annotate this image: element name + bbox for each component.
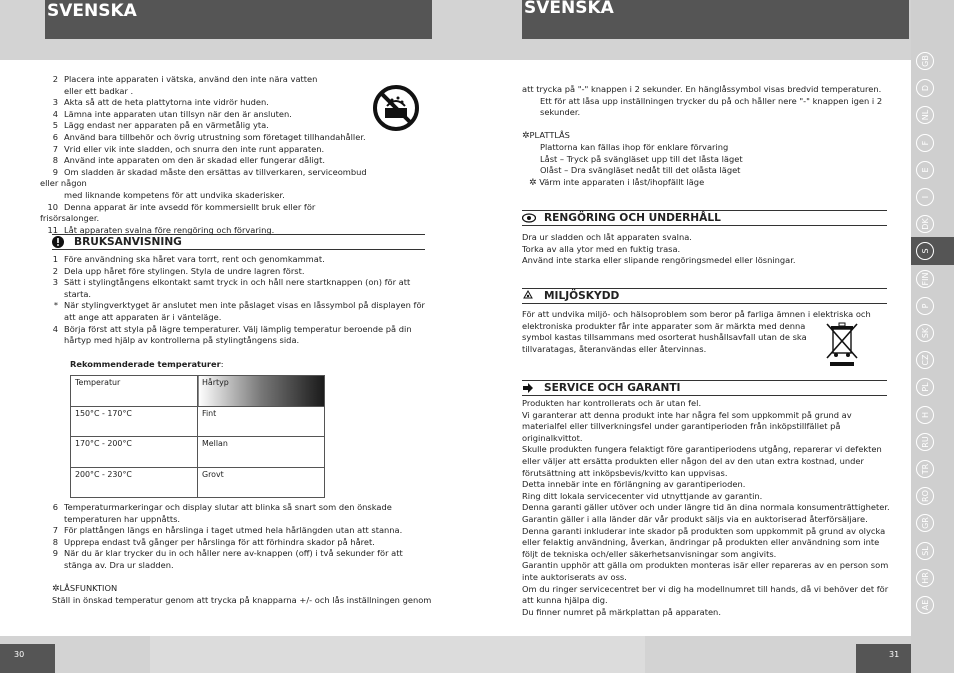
text-line: tillvaratagas, återanvändas eller återvinnas. xyxy=(522,343,707,354)
item-text: Temperaturmarkeringar och display slutar att blinka så snart som den önskade xyxy=(64,502,392,512)
text-line: För att undvika miljö- och hälsoproblem som beror på farliga ämnen i elektriska och xyxy=(522,309,871,319)
gear-icon: ✲ xyxy=(52,584,60,594)
text-line: att kunna hjälpa dig. xyxy=(522,595,608,606)
item-number: 9 xyxy=(52,166,58,177)
plate-lock-title xyxy=(522,130,570,143)
list-item xyxy=(40,266,430,278)
item-text: Lämna inte apparaten utan tillsyn när den är ansluten. xyxy=(64,108,292,119)
item-text: Akta så att de heta plattytorna inte vidrör huden. xyxy=(64,97,269,108)
plate-lock-title-text: PLATTLÅS xyxy=(529,130,570,140)
list-item xyxy=(40,312,430,324)
list-item xyxy=(40,277,430,289)
list-item xyxy=(40,300,430,312)
text-line: följt de tekniska och/eller säkerhetsanvisningar som angivits. xyxy=(522,548,777,559)
list-item xyxy=(40,525,430,537)
text-line: Garantin gäller i alla länder där vår produkt säljs via en auktoriserad återförsäljare. xyxy=(522,513,868,524)
table-row xyxy=(71,406,325,437)
list-item xyxy=(40,109,370,121)
text-line: Ett för att låsa upp inställningen trycker du på och håller nere "-" knappen igen i 2 xyxy=(540,95,883,106)
temps-title-text: Rekommenderade temperaturer xyxy=(70,359,221,369)
language-tab-i[interactable]: I xyxy=(916,188,934,206)
language-sidebar xyxy=(911,0,954,673)
language-tab-p[interactable]: P xyxy=(916,297,934,315)
text-line: Denna garanti gäller utöver och under längre tid än dina normala konsumenträttigheter. xyxy=(522,502,890,513)
language-tab-ro[interactable]: RO xyxy=(916,487,934,505)
text-line: originalkvittot. xyxy=(522,432,583,443)
language-tab-nl[interactable]: NL xyxy=(916,106,934,124)
language-tab-gb[interactable]: GB xyxy=(916,52,934,70)
item-number: 5 xyxy=(52,120,58,131)
list-item xyxy=(40,514,430,526)
item-number: 3 xyxy=(52,277,58,288)
item-number: * xyxy=(53,300,58,311)
plate-lock-note xyxy=(529,177,704,190)
lock-continued xyxy=(522,84,911,119)
header-title: SVENSKA xyxy=(47,1,137,21)
item-number: 4 xyxy=(52,108,58,119)
temps-title-colon: : xyxy=(220,359,224,369)
item-number: 9 xyxy=(52,548,58,559)
language-tab-pl[interactable]: PL xyxy=(916,378,934,396)
list-item xyxy=(40,120,370,132)
table-cell: 170°C - 200°C xyxy=(71,437,198,468)
text-line: elektroniska produkter får inte apparater som är märkta med denna xyxy=(522,320,806,331)
section-usage xyxy=(52,234,425,250)
lock-title xyxy=(52,583,117,596)
list-item xyxy=(40,560,430,572)
item-number: 1 xyxy=(52,254,58,264)
text-line: Produkten har kontrollerats och är utan fel. xyxy=(522,398,702,408)
list-item xyxy=(40,190,370,202)
item-text: eller ett badkar . xyxy=(64,85,134,96)
text-line: eller väljer att ersätta produkten eller någon del av den utan extra kostnad, under xyxy=(522,455,864,466)
language-tab-h[interactable]: H xyxy=(916,406,934,424)
table-row xyxy=(71,467,325,498)
service-title: SERVICE OCH GARANTI xyxy=(544,382,681,394)
item-number: 2 xyxy=(52,265,58,276)
item-text: När du är klar trycker du in och håller nere av-knappen (off) i två sekunder för att xyxy=(64,548,403,559)
language-tab-sl[interactable]: SL xyxy=(916,542,934,560)
text-line: inte auktoriserats av oss. xyxy=(522,571,627,582)
item-text: att ange att apparaten är i vänteläge. xyxy=(64,311,222,322)
language-tab-ru[interactable]: RU xyxy=(916,433,934,451)
language-tab-d[interactable]: D xyxy=(916,79,934,97)
safety-list xyxy=(40,74,370,236)
text-line: symbol kastas tillsammans med osorterat hushållsavfall utan de ska xyxy=(522,332,807,343)
item-number: 8 xyxy=(52,155,58,166)
service-lines xyxy=(522,398,911,618)
language-tab-dk[interactable]: DK xyxy=(916,215,934,233)
item-text: Lägg endast ner apparaten på en värmetålig yta. xyxy=(64,120,269,131)
plate-lock-note-text: Värm inte apparaten i låst/ihopfällt läge xyxy=(539,177,705,187)
item-text: Sätt i stylingtångens elkontakt samt tryck in och håll nere startknappen (on) för att xyxy=(64,277,411,288)
item-text: temperaturen har uppnåtts. xyxy=(64,513,181,524)
table-header-cell: Hårtyp xyxy=(198,376,325,407)
item-text: Börja först att styla på lägre temperaturer. Välj lämplig temperatur beroende på din xyxy=(64,323,412,334)
text-line: Denna garanti inkluderar inte skador på produkten som uppkommit på grund av olycka xyxy=(522,525,886,536)
item-number: 7 xyxy=(52,525,58,536)
item-number: 6 xyxy=(52,131,58,142)
lock-text: Ställ in önskad temperatur genom att trycka på knapparna +/- och lås inställningen genom xyxy=(52,595,432,605)
text-line: Om du ringer servicecentret ber vi dig ha modellnumret till hands, då vi behöver det för xyxy=(522,583,889,594)
text-line: Olåst – Dra svängläset nedåt till det olåsta läget xyxy=(540,165,741,176)
item-text: Vrid eller vik inte sladden, och snurra den inte runt apparaten. xyxy=(64,143,325,154)
table-cell: 200°C - 230°C xyxy=(71,467,198,498)
section-cleaning xyxy=(522,210,887,226)
language-tab-tr[interactable]: TR xyxy=(916,460,934,478)
bottom-panel xyxy=(150,636,477,673)
item-text: hårtyp med hjälp av kontrollerna på stylingtångens sida. xyxy=(64,335,300,346)
lock-title-text: LÅSFUNKTION xyxy=(59,583,118,593)
text-line: eller felaktig användning, åverkan, ändringar på produkten eller användning som inte xyxy=(522,537,880,548)
table-header-row xyxy=(71,376,325,407)
language-tab-hr[interactable]: HR xyxy=(916,569,934,587)
item-number: 2 xyxy=(52,74,58,84)
item-text: starta. xyxy=(64,288,92,299)
list-item xyxy=(40,254,430,266)
list-item xyxy=(40,502,430,514)
table-cell: Grovt xyxy=(198,467,325,498)
item-number: 11 xyxy=(47,224,58,235)
item-text: med liknande kompetens för att undvika skaderisker. xyxy=(64,189,285,200)
page-header-left xyxy=(45,0,432,39)
item-text: Låt apparaten svalna före rengöring och förvaring. xyxy=(64,224,275,235)
item-number: 8 xyxy=(52,536,58,547)
bottom-panel xyxy=(477,636,645,673)
list-item xyxy=(40,132,370,144)
list-item xyxy=(40,167,370,190)
gear-icon: ✲ xyxy=(529,178,537,188)
text-line: Vi garanterar att denna produkt inte har några fel som uppkommit på grund av xyxy=(522,409,852,420)
item-text: Använd inte apparaten om den är skadad eller fungerar dåligt. xyxy=(64,155,325,166)
recycle-icon xyxy=(522,290,534,302)
language-tab-ae[interactable]: AE xyxy=(916,596,934,614)
page-header-right xyxy=(522,0,909,39)
table-cell: Mellan xyxy=(198,437,325,468)
list-item xyxy=(40,537,430,549)
text-line: förutsättning att inköpsbevis/kvitto kan uppvisas. xyxy=(522,467,728,478)
item-number: 4 xyxy=(52,323,58,334)
no-water-icon xyxy=(372,84,420,132)
list-item xyxy=(40,335,430,347)
text-line: materialfel eller tillverkningsfel under garantiperioden från inköpstillfället på xyxy=(522,421,841,432)
text-line: Dra ur sladden och låt apparaten svalna. xyxy=(522,232,692,242)
item-text: När stylingverktyget är anslutet men inte påslaget visas en låssymbol på displayen för xyxy=(64,300,425,311)
language-tab-fin[interactable]: FIN xyxy=(916,270,934,288)
item-text: Placera inte apparaten i vätska, använd den inte nära vatten xyxy=(64,74,318,84)
header-title: SVENSKA xyxy=(524,0,614,18)
text-line: Använd inte starka eller slipande rengöringsmedel eller lösningar. xyxy=(522,255,796,266)
language-tab-sk[interactable]: SK xyxy=(916,324,934,342)
usage-title: BRUKSANVISNING xyxy=(74,236,182,248)
item-text: För plattången längs en hårslinga i taget utmed hela hårlängden utan att stanna. xyxy=(64,525,403,536)
temps-title xyxy=(70,359,224,371)
language-tab-e[interactable]: E xyxy=(916,161,934,179)
item-text: Använd bara tillbehör och övrig utrustning som företaget tillhandahåller. xyxy=(64,131,366,142)
text-line: Låst – Tryck på svängläset upp till det låsta läget xyxy=(540,153,743,164)
list-item xyxy=(40,155,370,167)
language-tab-gr[interactable]: GR xyxy=(916,514,934,532)
temperature-table xyxy=(70,375,325,498)
text-line: Ring ditt lokala servicecenter vid utnyttjande av garantin. xyxy=(522,490,763,501)
cleaning-lines xyxy=(522,232,911,267)
language-tab-s[interactable]: S xyxy=(916,242,934,260)
item-text: Om sladden är skadad måste den ersättas av tillverkaren, serviceombud eller någon xyxy=(40,166,367,189)
eye-icon xyxy=(522,212,534,224)
list-item xyxy=(40,74,370,86)
language-tab-f[interactable]: F xyxy=(916,134,934,152)
item-text: stänga av. Dra ur sladden. xyxy=(64,559,174,570)
usage-list-2 xyxy=(40,502,430,572)
text-line: sekunder. xyxy=(540,107,581,118)
text-line: Torka av alla ytor med en fuktig trasa. xyxy=(522,243,681,254)
text-line: Detta innebär inte en förlängning av garantiperioden. xyxy=(522,479,746,490)
text-line: Plattorna kan fällas ihop för enklare förvaring xyxy=(540,142,729,152)
table-row xyxy=(71,437,325,468)
cleaning-title: RENGÖRING OCH UNDERHÅLL xyxy=(544,212,721,224)
list-item xyxy=(40,86,370,98)
plate-lock-lines xyxy=(540,142,910,177)
table-cell: Fint xyxy=(198,406,325,437)
usage-list xyxy=(40,254,430,347)
list-item xyxy=(40,144,370,156)
arrow-right-icon xyxy=(522,382,534,394)
item-text: Denna apparat är inte avsedd för kommersiellt bruk eller för frisörsalonger. xyxy=(40,201,316,224)
warning-icon xyxy=(52,236,64,248)
item-number: 10 xyxy=(47,201,58,212)
item-text: Dela upp håret före stylingen. Styla de undre lagren först. xyxy=(64,265,305,276)
list-item xyxy=(40,324,430,336)
table-cell: 150°C - 170°C xyxy=(71,406,198,437)
item-number: 6 xyxy=(52,502,58,512)
list-item xyxy=(40,202,370,225)
page-number-left: 30 xyxy=(0,644,55,673)
language-tab-cz[interactable]: CZ xyxy=(916,351,934,369)
item-number: 7 xyxy=(52,143,58,154)
text-line: att trycka på "-" knappen i 2 sekunder. En hänglåssymbol visas bredvid temperaturen. xyxy=(522,84,882,94)
list-item xyxy=(40,289,430,301)
right-page xyxy=(477,0,911,673)
text-line: Garantin upphör att gälla om produkten monteras isär eller repareras av en person som xyxy=(522,560,889,571)
text-line: Skulle produkten fungera felaktigt före garantiperiodens utgång, reparerar vi defekten xyxy=(522,444,882,455)
page-number-right: 31 xyxy=(856,644,911,673)
gear-icon: ✲ xyxy=(522,131,530,141)
weee-bin-icon xyxy=(822,320,862,368)
text-line: Du finner numret på märkplattan på apparaten. xyxy=(522,606,721,617)
list-item xyxy=(40,548,430,560)
env-title: MILJÖSKYDD xyxy=(544,290,620,302)
item-number: 3 xyxy=(52,97,58,108)
section-environment xyxy=(522,288,887,304)
section-service xyxy=(522,380,887,396)
list-item xyxy=(40,97,370,109)
table-header-cell: Temperatur xyxy=(71,376,198,407)
item-text: Upprepa endast två gånger per hårslinga för att förhindra skador på håret. xyxy=(64,536,375,547)
item-text: Före användning ska håret vara torrt, rent och genomkammat. xyxy=(64,254,325,264)
